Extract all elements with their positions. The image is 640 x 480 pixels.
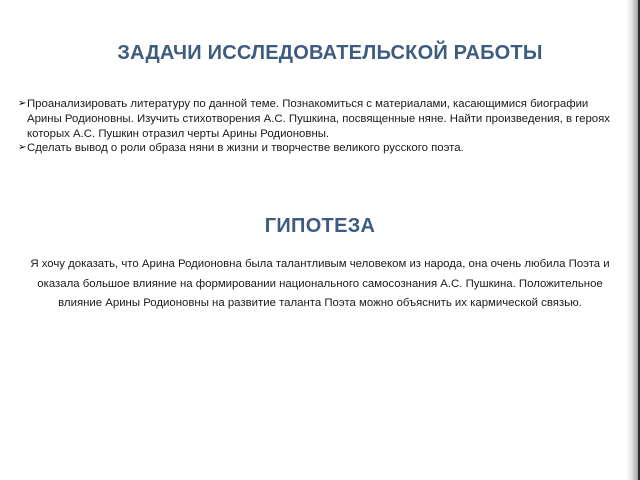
list-item — [18, 141, 618, 156]
hypothesis-title: ГИПОТЕЗА — [264, 215, 376, 237]
list-item — [18, 97, 618, 141]
page-title: ЗАДАЧИ ИССЛЕДОВАТЕЛЬСКОЙ РАБОТЫ — [117, 42, 543, 64]
arrow-bullet-icon: ➢ — [18, 98, 27, 109]
arrow-bullet-icon: ➢ — [18, 142, 27, 154]
task-text: Сделать вывод о роли образа няни в жизни и творчестве великого русского поэта. — [27, 142, 464, 155]
task-text: Проанализировать литературу по данной теме. Познакомиться с материалами, касающимися биографии Арины Родионовны. Изучить стихотворения А.С. Пушкина, посвященные няне. Найти произведения, в героях которых А.С. Пушкин отразил черты Арины Родионовны. — [27, 98, 611, 140]
task-list — [18, 97, 618, 156]
hypothesis-text: Я хочу доказать, что Арина Родионовна была талантливым человеком из народа, она очень любила Поэта и оказала большое влияние на формировании национального самосознания А.С. Пушкина. Положительное влияние Арины Родионовны на развитие таланта Поэта можно объяснить их кармической связью. — [30, 258, 610, 309]
